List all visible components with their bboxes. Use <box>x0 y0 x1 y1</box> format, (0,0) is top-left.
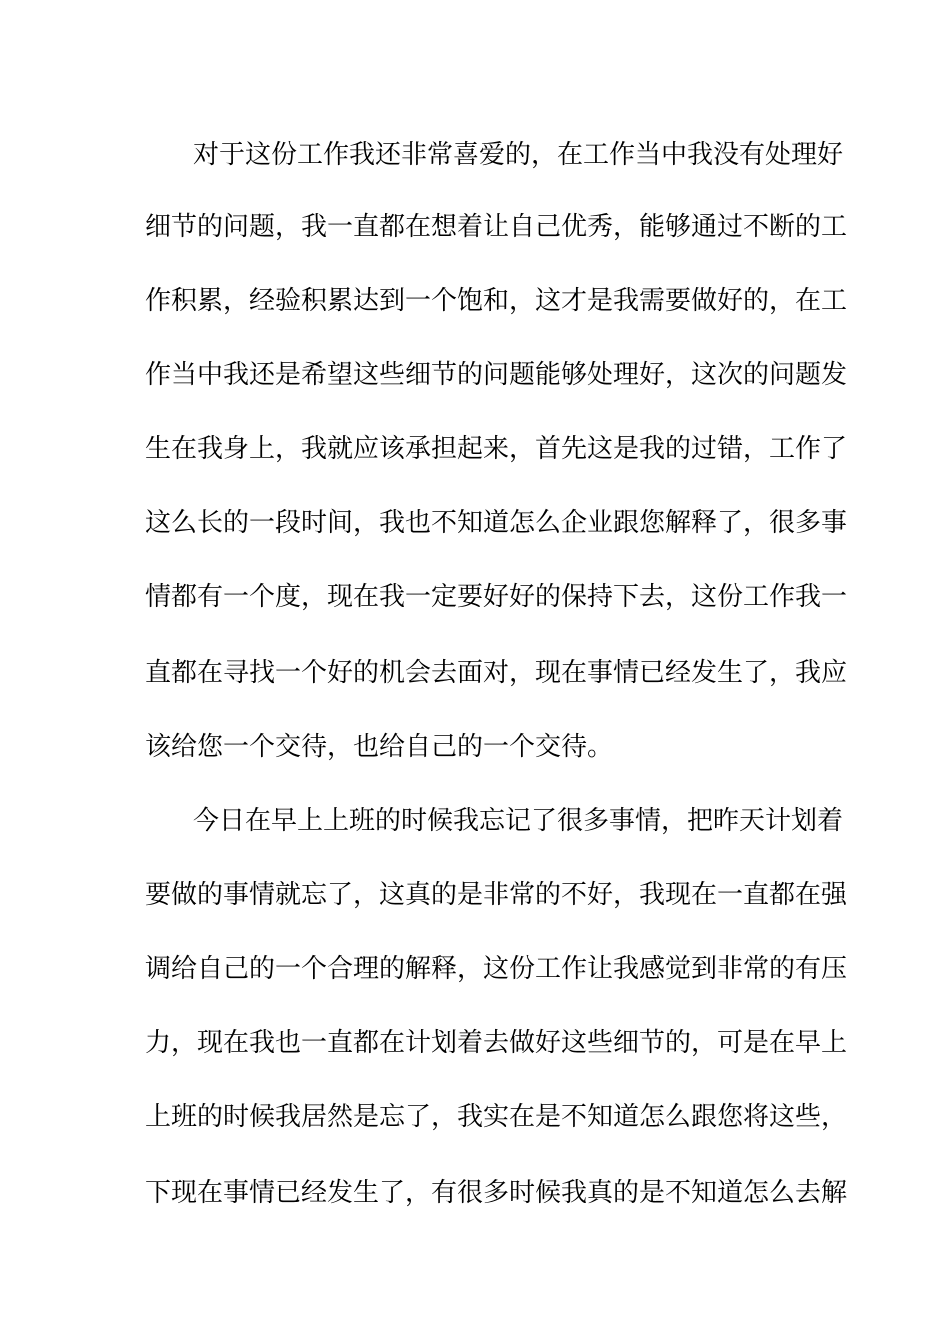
paragraph-2-line-1: 今日在早上上班的时候我忘记了很多事情，把昨天计划着 <box>193 806 844 836</box>
paragraph-1-line-9: 该给您一个交待，也给自己的一个交待。 <box>145 732 614 762</box>
paragraph-1-line-4: 作当中我还是希望这些细节的问题能够处理好，这次的问题发 <box>145 360 848 390</box>
paragraph-2-line-2: 要做的事情就忘了，这真的是非常的不好，我现在一直都在强 <box>145 880 848 910</box>
paragraph-2-line-3: 调给自己的一个合理的解释，这份工作让我感觉到非常的有压 <box>145 954 848 984</box>
paragraph-1-line-7: 情都有一个度，现在我一定要好好的保持下去，这份工作我一 <box>145 582 848 612</box>
paragraph-1-line-5: 生在我身上，我就应该承担起来，首先这是我的过错，工作了 <box>145 434 848 464</box>
paragraph-1-line-6: 这么长的一段时间，我也不知道怎么企业跟您解释了，很多事 <box>145 508 848 538</box>
paragraph-2-line-4: 力，现在我也一直都在计划着去做好这些细节的，可是在早上 <box>145 1028 848 1058</box>
paragraph-1-line-1: 对于这份工作我还非常喜爱的，在工作当中我没有处理好 <box>193 140 844 170</box>
paragraph-1-line-3: 作积累，经验积累达到一个饱和，这才是我需要做好的，在工 <box>145 286 848 316</box>
paragraph-2-line-5: 上班的时候我居然是忘了，我实在是不知道怎么跟您将这些， <box>145 1102 848 1132</box>
paragraph-1-line-8: 直都在寻找一个好的机会去面对，现在事情已经发生了，我应 <box>145 658 848 688</box>
paragraph-1-line-2: 细节的问题，我一直都在想着让自己优秀，能够通过不断的工 <box>145 212 848 242</box>
paragraph-2-line-6: 下现在事情已经发生了，有很多时候我真的是不知道怎么去解 <box>145 1178 848 1208</box>
